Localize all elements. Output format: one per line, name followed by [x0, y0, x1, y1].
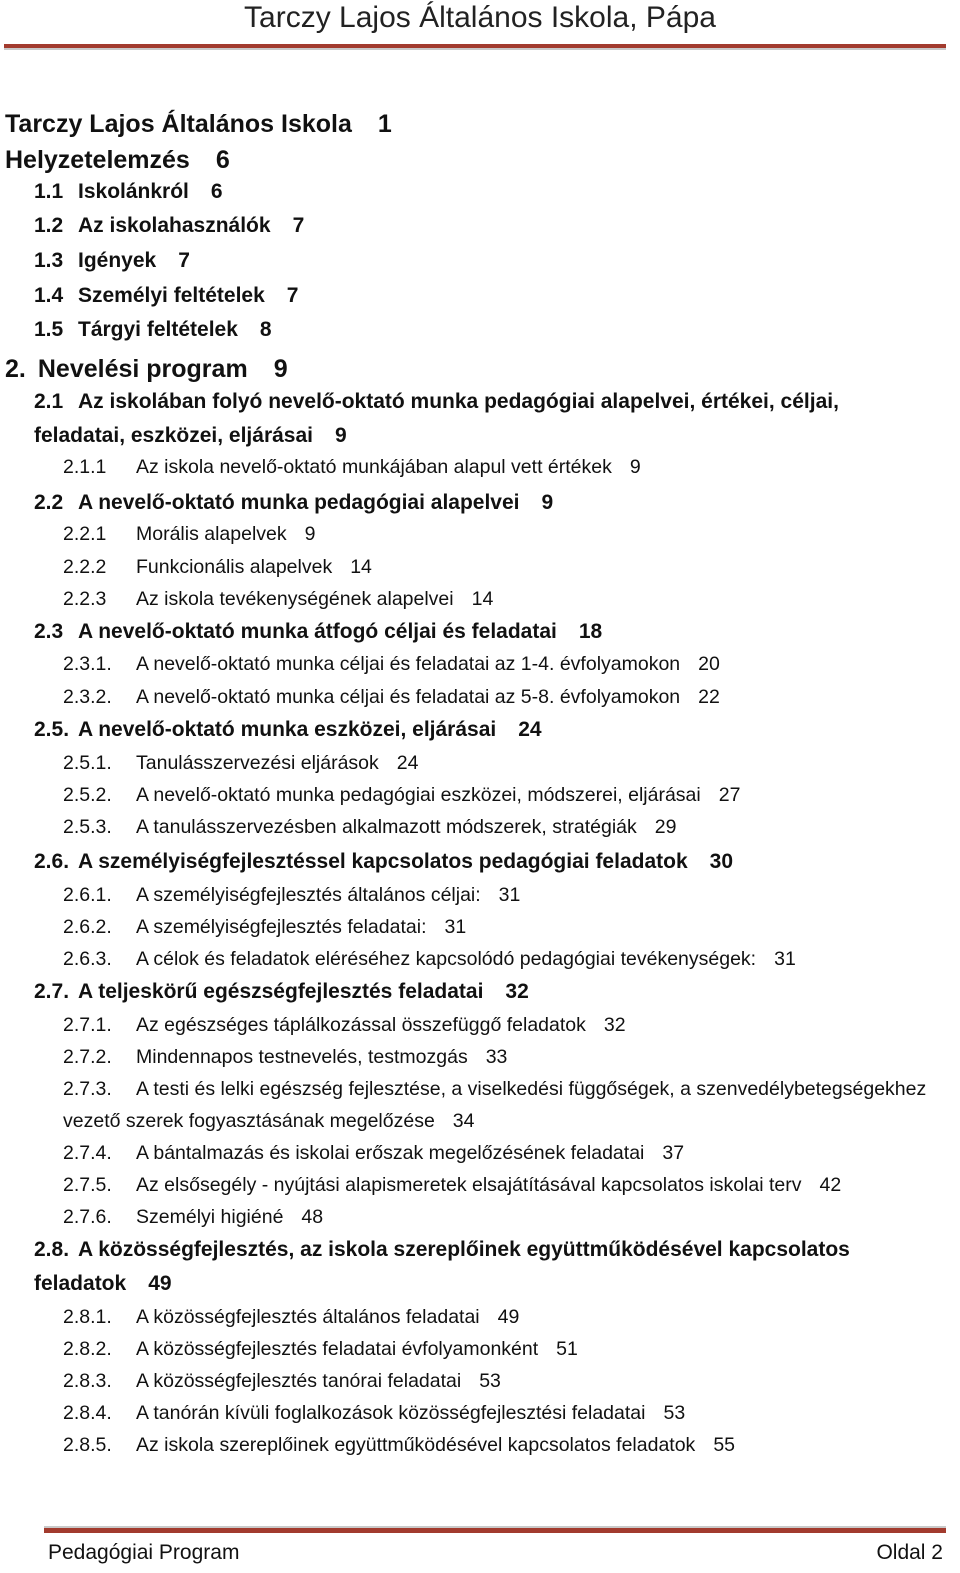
toc-entry[interactable] [34, 980, 529, 1004]
toc-entry[interactable] [63, 1078, 926, 1101]
toc-entry-page: 31 [774, 948, 796, 970]
toc-entry-title: Tárgyi feltételek [78, 318, 238, 341]
toc-entry-title: A közösségfejlesztés, az iskola szereplőinek együttműködésével kapcsolatos [78, 1238, 850, 1261]
toc-entry-page: 7 [292, 214, 305, 237]
toc-entry-number: 2.7.5. [63, 1174, 112, 1196]
toc-entry-page: 14 [350, 556, 372, 578]
toc-entry-number: 2.7.2. [63, 1046, 112, 1068]
toc-entry[interactable] [5, 110, 392, 139]
footer-page-number: Oldal 2 [876, 1541, 943, 1564]
toc-entry[interactable] [63, 1434, 735, 1457]
toc-entry-number: 1.4 [34, 284, 64, 307]
toc-entry[interactable] [34, 318, 272, 342]
toc-entry-number: 2.3.2. [63, 686, 112, 708]
toc-entry[interactable] [5, 146, 230, 175]
toc-entry[interactable] [34, 214, 304, 238]
toc-entry-title: Személyi higiéné [136, 1206, 284, 1228]
toc-entry-number: 2.1.1 [63, 456, 107, 478]
toc-entry-page: 49 [497, 1306, 520, 1328]
toc-entry-title: A tanórán kívüli foglalkozások közösségfejlesztési feladatai [136, 1402, 646, 1424]
toc-entry-page: 9 [335, 424, 347, 447]
toc-entry-page: 53 [663, 1402, 686, 1424]
toc-entry-page: 48 [301, 1206, 324, 1228]
toc-entry[interactable] [63, 653, 720, 676]
toc-entry-number: 2.2 [34, 491, 64, 514]
toc-entry-title: A nevelő-oktató munka pedagógiai alapelvei [78, 491, 520, 514]
toc-entry-page: 49 [148, 1272, 172, 1295]
toc-entry-page: 51 [556, 1338, 578, 1360]
toc-entry-page: 20 [698, 653, 720, 675]
toc-entry-page: 55 [713, 1434, 736, 1456]
toc-entry-title: A tanulásszervezésben alkalmazott módszerek, stratégiák [136, 816, 637, 838]
toc-entry-page: 53 [479, 1370, 501, 1392]
toc-entry[interactable] [63, 1370, 501, 1393]
toc-entry-number: 2.6.3. [63, 948, 112, 970]
toc-entry-title: Az iskolában folyó nevelő-oktató munka pedagógiai alapelvei, értékei, céljai, [78, 390, 839, 413]
toc-entry-title: A nevelő-oktató munka céljai és feladatai az 1-4. évfolyamokon [136, 653, 681, 675]
toc-entry-number: 2.7.3. [63, 1078, 112, 1100]
page-header [0, 0, 960, 36]
toc-entry-number: 2.1 [34, 390, 64, 413]
toc-entry-number: 2.7.1. [63, 1014, 112, 1036]
footer-rule [44, 1526, 946, 1533]
toc-entry-title: Iskolánkról [78, 180, 189, 203]
toc-entry[interactable] [63, 948, 796, 971]
toc-entry-number: 2.6.1. [63, 884, 112, 906]
toc-entry[interactable] [63, 1306, 519, 1329]
toc-entry[interactable] [63, 916, 466, 939]
toc-entry-title: A közösségfejlesztés feladatai évfolyamonként [136, 1338, 539, 1360]
toc-entry-number: 2.7. [34, 980, 70, 1003]
toc-entry-title-continued: vezető szerek fogyasztásának megelőzése [63, 1110, 435, 1132]
toc-entry[interactable] [63, 1142, 684, 1165]
toc-entry-page: 22 [698, 686, 720, 708]
toc-entry[interactable] [63, 752, 418, 775]
toc-entry-page: 32 [603, 1014, 626, 1036]
toc-entry-number: 2.2.1 [63, 523, 107, 545]
toc-entry-number: 2.8.1. [63, 1306, 112, 1328]
toc-entry[interactable] [63, 523, 316, 546]
header-rule [4, 44, 946, 50]
toc-entry-number: 2.8.2. [63, 1338, 112, 1360]
toc-entry-number: 2.8.5. [63, 1434, 112, 1456]
toc-entry-title-continued: feladatai, eszközei, eljárásai [34, 424, 313, 447]
toc-entry-continuation[interactable] [34, 424, 347, 448]
toc-entry-title: Tarczy Lajos Általános Iskola [5, 110, 352, 138]
toc-entry-title: Funkcionális alapelvek [136, 556, 333, 578]
toc-entry-page: 18 [578, 620, 603, 643]
toc-entry-title: Tanulásszervezési eljárások [136, 752, 379, 774]
toc-entry-title: Személyi feltételek [78, 284, 265, 307]
toc-entry-number: 2.7.6. [63, 1206, 112, 1228]
toc-entry-number: 2.5.1. [63, 752, 112, 774]
toc-entry[interactable] [63, 816, 676, 839]
toc-entry-title: A közösségfejlesztés általános feladatai [136, 1306, 480, 1328]
toc-entry-number: 2. [5, 355, 26, 383]
toc-entry-title: Az iskola tevékenységének alapelvei [136, 588, 454, 610]
toc-entry-title: Az iskola szereplőinek együttműködésével kapcsolatos feladatok [136, 1434, 696, 1456]
toc-entry-page: 24 [518, 718, 542, 741]
toc-entry[interactable] [34, 620, 602, 644]
toc-entry-title: A nevelő-oktató munka céljai és feladatai az 5-8. évfolyamokon [136, 686, 681, 708]
toc-entry-page: 29 [654, 816, 677, 838]
toc-entry-number: 1.3 [34, 249, 64, 272]
toc-entry-title: A célok és feladatok eléréséhez kapcsolódó pedagógiai tevékenységek: [136, 948, 757, 970]
toc-entry-page: 31 [498, 884, 521, 906]
toc-entry[interactable] [5, 355, 288, 384]
toc-entry[interactable] [63, 456, 641, 479]
toc-entry-number: 2.2.2 [63, 556, 107, 578]
toc-entry[interactable] [34, 284, 298, 308]
toc-entry-number: 2.3 [34, 620, 64, 643]
toc-entry-number: 1.1 [34, 180, 64, 203]
toc-entry-page: 1 [377, 110, 392, 138]
toc-entry-page: 31 [444, 916, 467, 938]
toc-entry-number: 2.3.1. [63, 653, 112, 675]
toc-entry-title: A teljeskörű egészségfejlesztés feladatai [78, 980, 484, 1003]
toc-entry-number: 2.2.3 [63, 588, 107, 610]
toc-entry-page: 34 [452, 1110, 475, 1132]
toc-entry-page: 8 [259, 318, 272, 341]
toc-entry-page: 27 [718, 784, 741, 806]
toc-entry-title: A közösségfejlesztés tanórai feladatai [136, 1370, 462, 1392]
toc-entry-title: A személyiségfejlesztés általános céljai: [136, 884, 481, 906]
toc-entry-page: 33 [485, 1046, 508, 1068]
toc-entry-number: 2.6.2. [63, 916, 112, 938]
toc-entry-title: A nevelő-oktató munka pedagógiai eszközei, módszerei, eljárásai [136, 784, 701, 806]
toc-entry[interactable] [63, 556, 372, 579]
toc-entry-continuation[interactable] [34, 1272, 172, 1296]
toc-entry[interactable] [34, 390, 839, 414]
toc-entry-title: A bántalmazás és iskolai erőszak megelőzésének feladatai [136, 1142, 645, 1164]
toc-entry[interactable] [63, 686, 720, 709]
toc-entry-number: 1.5 [34, 318, 64, 341]
toc-entry[interactable] [63, 1174, 841, 1197]
toc-entry-title: Az iskola nevelő-oktató munkájában alapul vett értékek [136, 456, 612, 478]
header-title: Tarczy Lajos Általános Iskola, Pápa [244, 1, 716, 34]
page-footer [48, 1538, 943, 1568]
toc-entry-page: 6 [215, 146, 230, 174]
toc-entry-page: 9 [541, 491, 554, 514]
footer-document-name: Pedagógiai Program [48, 1541, 240, 1564]
toc-entry-page: 6 [210, 180, 223, 203]
toc-entry-title: Igények [78, 249, 157, 272]
toc-entry-number: 2.8. [34, 1238, 70, 1261]
toc-entry-number: 2.7.4. [63, 1142, 112, 1164]
toc-entry-number: 2.8.4. [63, 1402, 112, 1424]
toc-entry[interactable] [63, 1338, 578, 1361]
toc-entry-page: 9 [273, 355, 288, 383]
toc-entry-page: 30 [709, 850, 733, 873]
toc-entry[interactable] [63, 1046, 507, 1069]
toc-entry[interactable] [63, 784, 740, 807]
toc-entry-number: 2.5.3. [63, 816, 112, 838]
toc-entry[interactable] [34, 249, 190, 273]
toc-entry-title: A személyiségfejlesztés feladatai: [136, 916, 427, 938]
toc-entry-number: 2.5.2. [63, 784, 112, 806]
toc-entry-number: 2.6. [34, 850, 70, 873]
toc-entry-continuation[interactable] [63, 1110, 475, 1133]
toc-entry-page: 32 [505, 980, 529, 1003]
toc-entry-page: 7 [178, 249, 190, 272]
toc-entry[interactable] [34, 1238, 850, 1262]
toc-entry-title: Nevelési program [37, 355, 248, 383]
toc-entry-page: 9 [304, 523, 316, 545]
toc-entry[interactable] [63, 884, 520, 907]
toc-entry-title: Az egészséges táplálkozással összefüggő feladatok [136, 1014, 586, 1036]
toc-entry-title: A nevelő-oktató munka átfogó céljai és feladatai [78, 620, 557, 643]
toc-entry-number: 2.8.3. [63, 1370, 112, 1392]
toc-entry[interactable] [63, 588, 493, 611]
toc-entry-title: Mindennapos testnevelés, testmozgás [136, 1046, 468, 1068]
toc-entry[interactable] [34, 718, 542, 742]
toc-entry-number: 1.2 [34, 214, 64, 237]
toc-entry-page: 37 [662, 1142, 685, 1164]
toc-entry-title: Az iskolahasználók [78, 214, 271, 237]
toc-entry[interactable] [63, 1014, 626, 1037]
toc-entry-page: 24 [396, 752, 419, 774]
toc-entry-title: A személyiségfejlesztéssel kapcsolatos pedagógiai feladatok [78, 850, 688, 873]
toc-entry-page: 9 [629, 456, 641, 478]
toc-entry[interactable] [34, 491, 553, 515]
toc-entry[interactable] [63, 1206, 323, 1229]
toc-entry-title: A nevelő-oktató munka eszközei, eljárásai [78, 718, 497, 741]
toc-entry[interactable] [63, 1402, 685, 1425]
toc-entry-page: 7 [286, 284, 299, 307]
toc-entry-title-continued: feladatok [34, 1272, 127, 1295]
toc-entry-number: 2.5. [34, 718, 70, 741]
toc-entry-title: Az elsősegély - nyújtási alapismeretek elsajátításával kapcsolatos iskolai terv [136, 1174, 802, 1196]
toc-entry[interactable] [34, 850, 733, 874]
toc-entry-title: Morális alapelvek [136, 523, 287, 545]
toc-entry[interactable] [34, 180, 223, 204]
toc-entry-title: A testi és lelki egészség fejlesztése, a viselkedési függőségek, a szenvedélybetegségekhez [136, 1078, 927, 1100]
toc-entry-page: 14 [471, 588, 494, 610]
toc-entry-page: 42 [819, 1174, 842, 1196]
toc-entry-title: Helyzetelemzés [5, 146, 190, 174]
